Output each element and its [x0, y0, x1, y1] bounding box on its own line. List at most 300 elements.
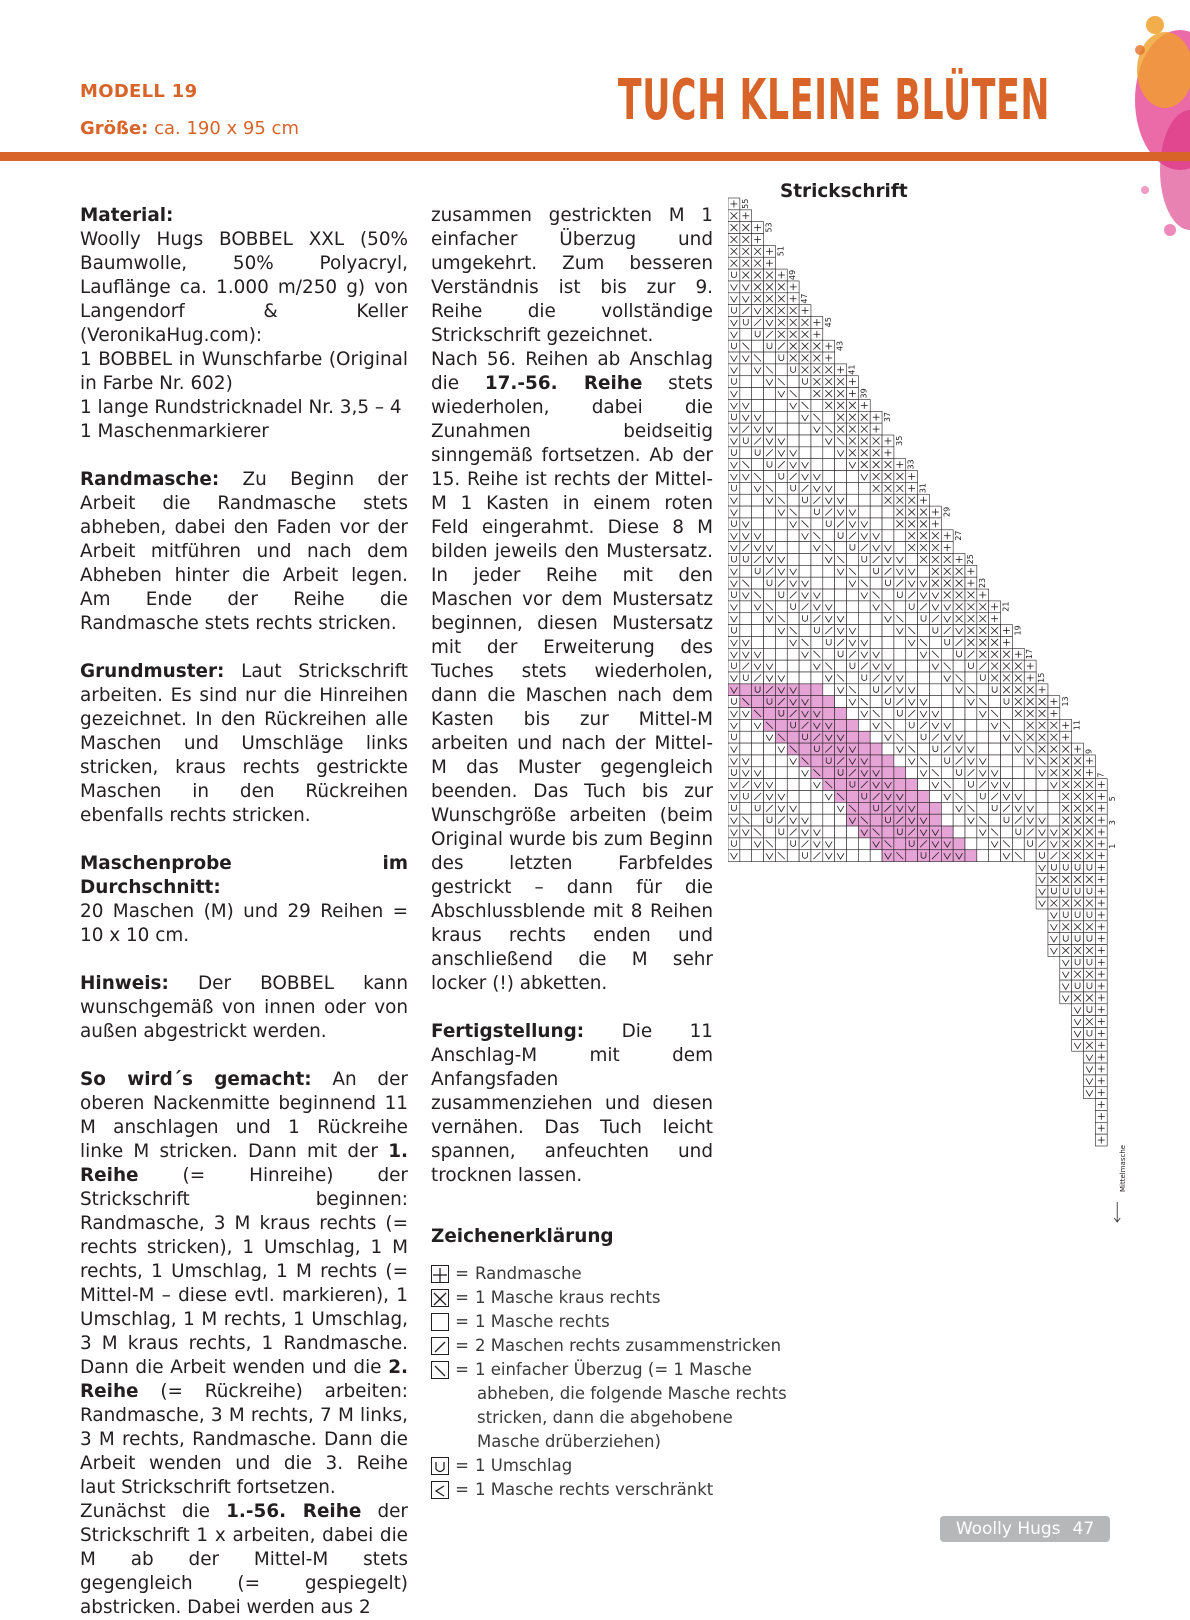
legend-text: Randmasche: [475, 1264, 582, 1283]
chart-cell: [811, 684, 823, 696]
chart-cell: [870, 506, 882, 518]
chart-cell: [787, 672, 799, 684]
text-column-1: [80, 204, 408, 1620]
chart-cell: [775, 542, 787, 554]
chart-cell: [847, 589, 859, 601]
chart-cell: [787, 435, 799, 447]
chart-cell: [929, 743, 941, 755]
chart-cell: [728, 625, 740, 637]
hinweis-text: Der BOBBEL kann wunschgemäß von innen oder von außen abgestrickt werden.: [80, 973, 408, 1042]
chart-cell: [835, 459, 847, 471]
chart-cell: [894, 601, 906, 613]
chart-cell: [764, 518, 776, 530]
row-number: 21: [1001, 601, 1011, 612]
repeat-text: Nach 56. Reihen ab Anschlag die: [431, 349, 713, 394]
chart-cell: [906, 601, 918, 613]
chart-cell: [764, 743, 776, 755]
chart-cell: [965, 672, 977, 684]
size-value: ca. 190 x 95 cm: [154, 118, 299, 139]
chart-cell: [835, 696, 847, 708]
chart-cell: [894, 767, 906, 779]
chart-cell: [775, 352, 787, 364]
page-number: 47: [1072, 1519, 1095, 1539]
chart-cell: [764, 459, 776, 471]
chart-cell: [847, 660, 859, 672]
chart-cell: [823, 814, 835, 826]
chart-cell: [1060, 909, 1072, 921]
row-number: 7: [1096, 772, 1106, 778]
chart-cell: [823, 767, 835, 779]
chart-cell: [728, 518, 740, 530]
row-number: 55: [740, 198, 750, 209]
chart-cell: [1036, 850, 1048, 862]
chart-cell: [775, 755, 787, 767]
chart-cell: [953, 779, 965, 791]
legend-equals: =: [455, 1264, 469, 1283]
maschenprobe-text: 20 Maschen (M) und 29 Reihen = 10 x 10 cm.: [80, 901, 408, 946]
chart-cell: [823, 826, 835, 838]
chart-cell: [918, 743, 930, 755]
grundmuster-heading: Grundmuster:: [80, 661, 225, 682]
chart-cell: [894, 648, 906, 660]
legend-text: 1 Masche kraus rechts: [475, 1288, 661, 1307]
chart-cell: [799, 613, 811, 625]
chart-cell: [870, 625, 882, 637]
chart-cell: [870, 494, 882, 506]
chart-cell: [929, 791, 941, 803]
chart-cell: [847, 601, 859, 613]
backslash-box-icon: [431, 1361, 449, 1379]
chart-cell: [787, 364, 799, 376]
chart-cell: [1048, 885, 1060, 897]
chart-cell: [811, 696, 823, 708]
chart-cell: [764, 340, 776, 352]
chart-cell: [728, 376, 740, 388]
hinweis-heading: Hinweis:: [80, 973, 169, 994]
chart-cell: [918, 672, 930, 684]
chart-cell: [728, 696, 740, 708]
chart-cell: [1072, 956, 1084, 968]
chart-cell: [858, 791, 870, 803]
chart-cell: [740, 388, 752, 400]
material-line: 1 BOBBEL in Wunschfarbe (Original in Farbe Nr. 602): [80, 349, 408, 394]
chart-cell: [918, 660, 930, 672]
chart-cell: [835, 814, 847, 826]
chart-cell: [728, 838, 740, 850]
chart-cell: [1012, 779, 1024, 791]
chart-cell: [811, 814, 823, 826]
chart-cell: [823, 530, 835, 542]
chart-cell: [1084, 956, 1096, 968]
chart-cell: [894, 708, 906, 720]
chart-cell: [823, 518, 835, 530]
chart-cell: [799, 802, 811, 814]
legend-text: 1 Masche rechts verschränkt: [475, 1480, 714, 1499]
row-number: 47: [800, 293, 810, 304]
chart-cell: [752, 459, 764, 471]
chart-cell: [929, 696, 941, 708]
row-number: 53: [764, 222, 774, 233]
chart-cell: [1001, 826, 1013, 838]
row-number: 51: [776, 246, 786, 257]
chart-cell: [906, 731, 918, 743]
chart-cell: [847, 708, 859, 720]
maschenprobe-heading: Maschenprobe im Durchschnitt:: [80, 853, 408, 898]
row-number: 37: [883, 411, 893, 423]
chart-cell: [918, 802, 930, 814]
chart-cell: [1012, 767, 1024, 779]
repeat-bold: 17.-56. Reihe: [484, 373, 643, 394]
chart-cell: [1024, 838, 1036, 850]
chart-cell: [740, 850, 752, 862]
chart-cell: [728, 660, 740, 672]
chart-cell: [941, 826, 953, 838]
chart-cell: [1084, 933, 1096, 945]
chart-cell: [835, 708, 847, 720]
chart-cell: [799, 731, 811, 743]
chart-cell: [1036, 791, 1048, 803]
material-line: 1 lange Rundstricknadel Nr. 3,5 – 4: [80, 397, 402, 418]
randmasche-text: Zu Beginn der Arbeit die Randmasche stets abheben, dabei den Faden vor der Arbeit mitführen und nach dem Abheben hinter die Arbeit legen. Am Ende der Reihe die Randmasche stets rechts stricken.: [80, 469, 408, 634]
chart-cell: [953, 696, 965, 708]
row-number: 31: [918, 483, 928, 494]
chart-cell: [740, 743, 752, 755]
legend-text: 1 Masche rechts: [475, 1312, 610, 1331]
chart-cell: [823, 589, 835, 601]
chart-cell: [787, 767, 799, 779]
row-number: 49: [788, 269, 798, 280]
chart-cell: [764, 399, 776, 411]
chart-cell: [1001, 708, 1013, 720]
chart-cell: [1024, 791, 1036, 803]
row-number: 27: [954, 530, 964, 541]
chart-cell: [752, 388, 764, 400]
chart-cell: [847, 779, 859, 791]
chart-cell: [740, 838, 752, 850]
chart-cell: [906, 791, 918, 803]
chart-cell: [918, 850, 930, 862]
chart-cell: [740, 317, 752, 329]
chart-cell: [941, 636, 953, 648]
legend-equals: =: [455, 1312, 469, 1331]
row-number: 1: [1108, 843, 1118, 849]
chart-cell: [953, 660, 965, 672]
chart-cell: [882, 696, 894, 708]
sowird-text: der Strickschrift 1 x arbeiten, dabei die M ab der Mittel-M stets gegengleich (= gespiegelt) abstricken. Dabei werden aus 2: [80, 1501, 408, 1618]
chart-cell: [1001, 755, 1013, 767]
chart-cell: [870, 814, 882, 826]
chart-cell: [728, 269, 740, 281]
chart-cell: [847, 719, 859, 731]
chart-cell: [752, 625, 764, 637]
legend-text: 2 Maschen rechts zusammenstricken: [475, 1336, 782, 1355]
chart-cell: [835, 779, 847, 791]
chart-cell: [858, 731, 870, 743]
chart-cell: [953, 826, 965, 838]
chart-cell: [811, 636, 823, 648]
chart-cell: [752, 731, 764, 743]
chart-cell: [740, 328, 752, 340]
chart-cell: [847, 471, 859, 483]
chart-cell: [1084, 909, 1096, 921]
chart-cell: [823, 577, 835, 589]
chart-cell: [799, 684, 811, 696]
row-number: 13: [1060, 696, 1070, 707]
legend-equals: =: [455, 1336, 469, 1355]
row-number: 45: [823, 317, 833, 328]
chart-cell: [811, 791, 823, 803]
chart-cell: [752, 696, 764, 708]
chart-cell: [728, 447, 740, 459]
chart-cell: [941, 755, 953, 767]
legend-text: 1 einfacher Überzug (= 1 Masche: [475, 1360, 752, 1379]
row-number: 35: [894, 435, 904, 446]
chart-cell: [835, 838, 847, 850]
chart-cell: [847, 542, 859, 554]
chart-cell: [787, 482, 799, 494]
chart-cell: [858, 601, 870, 613]
sowird-text: Zunächst die: [80, 1501, 210, 1522]
chart-cell: [740, 672, 752, 684]
chart-cell: [941, 814, 953, 826]
fertig-text: Die 11 Anschlag-M mit dem Anfangsfaden zusammenziehen und diesen vernähen. Das Tuch leicht spannen, anfeuchten und trocknen lassen.: [431, 1021, 713, 1186]
fertig-heading: Fertigstellung:: [431, 1021, 585, 1042]
chart-cell: [775, 838, 787, 850]
chart-cell: [835, 589, 847, 601]
legend-text: stricken, dann die abgehobene: [477, 1408, 733, 1427]
chart-cell: [1072, 933, 1084, 945]
chart-cell: [1001, 696, 1013, 708]
chart-cell: [775, 364, 787, 376]
chart-cell: [847, 494, 859, 506]
empty-box-icon: [431, 1313, 449, 1331]
chart-cell: [989, 731, 1001, 743]
material-line: Woolly Hugs BOBBEL XXL (50% Baumwolle, 50% Polyacryl, Lauflänge ca. 1.000 m/250 g) von Langendorf & Keller (VeronikaHug.com):: [80, 229, 408, 346]
chart-cell: [799, 388, 811, 400]
chart-cell: [775, 636, 787, 648]
chart-cell: [989, 850, 1001, 862]
chart-cell: [894, 838, 906, 850]
chart-cell: [1001, 814, 1013, 826]
chart-cell: [835, 601, 847, 613]
chart-cell: [787, 613, 799, 625]
chart-cell: [918, 684, 930, 696]
chart-cell: [787, 376, 799, 388]
chart-cell: [764, 708, 776, 720]
chart-cell: [977, 791, 989, 803]
legend-text: abheben, die folgende Masche rechts: [477, 1384, 787, 1403]
chart-cell: [811, 554, 823, 566]
chart-cell: [894, 636, 906, 648]
chart-cell: [977, 850, 989, 862]
chart-cell: [787, 411, 799, 423]
chart-cell: [870, 636, 882, 648]
chart-cell: [740, 435, 752, 447]
chart-cell: [799, 565, 811, 577]
chart-cell: [1072, 980, 1084, 992]
chart-cell: [1072, 885, 1084, 897]
chart-cell: [752, 494, 764, 506]
row-number: 25: [966, 554, 975, 565]
row-number: 15: [1037, 672, 1047, 683]
chart-cell: [787, 601, 799, 613]
chart-cell: [775, 399, 787, 411]
chart-cell: [929, 672, 941, 684]
chart-cell: [953, 838, 965, 850]
chart-cell: [965, 838, 977, 850]
chart-cell: [787, 719, 799, 731]
chart-cell: [799, 435, 811, 447]
chart-cell: [764, 388, 776, 400]
chart-cell: [799, 625, 811, 637]
legend-equals: =: [455, 1360, 469, 1379]
chart-cell: [847, 838, 859, 850]
chart-cell: [823, 636, 835, 648]
chart-cell: [870, 755, 882, 767]
chart-cell: [775, 423, 787, 435]
u-box-icon: [431, 1457, 449, 1475]
chart-cell: [752, 565, 764, 577]
chart-cell: [977, 719, 989, 731]
chart-cell: [882, 708, 894, 720]
chart-cell: [941, 708, 953, 720]
chart-cell: [752, 399, 764, 411]
chart-cell: [1036, 802, 1048, 814]
grundmuster-text: Laut Strickschrift arbeiten. Es sind nur die Hinreihen gezeichnet. In den Rückreihen alle Maschen und Umschläge links stricken, kraus rechts gestrickte Maschen in den Rückreihen ebenfalls rechts stricken.: [80, 661, 408, 826]
chart-cell: [823, 447, 835, 459]
row-number: 43: [835, 340, 845, 352]
chart-cell: [882, 589, 894, 601]
chart-cell: [1024, 767, 1036, 779]
chart-cell: [835, 577, 847, 589]
chart-cell: [965, 660, 977, 672]
chart-cell: [1012, 838, 1024, 850]
chart-cell: [918, 625, 930, 637]
chart-cell: [858, 613, 870, 625]
chart-cell: [835, 826, 847, 838]
chart-cell: [847, 613, 859, 625]
chart-cell: [989, 684, 1001, 696]
row-number: 41: [847, 364, 857, 375]
chart-cell: [941, 696, 953, 708]
chart-cell: [858, 684, 870, 696]
chart-cell: [882, 755, 894, 767]
chart-cell: [811, 399, 823, 411]
chart-cell: [728, 482, 740, 494]
row-number: 19: [1013, 625, 1023, 636]
chart-cell: [740, 684, 752, 696]
chart-cell: [918, 613, 930, 625]
chart-cell: [799, 376, 811, 388]
chart-cell: [1084, 1028, 1096, 1040]
chart-cell: [894, 660, 906, 672]
row-number: 39: [859, 388, 869, 399]
chart-cell: [858, 494, 870, 506]
chart-cell: [752, 447, 764, 459]
chart-cell: [823, 411, 835, 423]
chart-cell: [752, 684, 764, 696]
lt-box-icon: [431, 1481, 449, 1499]
chart-cell: [870, 743, 882, 755]
chart-cell: [799, 506, 811, 518]
chart-cell: [870, 613, 882, 625]
chart-cell: [787, 779, 799, 791]
chart-cell: [977, 684, 989, 696]
chart-cell: [858, 850, 870, 862]
chart-cell: [787, 660, 799, 672]
chart-cell: [989, 743, 1001, 755]
chart-cell: [1048, 814, 1060, 826]
chart-cell: [752, 340, 764, 352]
row-number: 17: [1025, 648, 1035, 660]
chart-cell: [929, 625, 941, 637]
chart-cell: [941, 684, 953, 696]
legend-equals: =: [455, 1480, 469, 1499]
chart-cell: [811, 755, 823, 767]
chart-cell: [894, 719, 906, 731]
chart-cell: [799, 791, 811, 803]
chart-cell: [882, 577, 894, 589]
chart-cell: [882, 518, 894, 530]
chart-cell: [764, 625, 776, 637]
chart-cell: [752, 636, 764, 648]
chart-cell: [775, 660, 787, 672]
chart-cell: [799, 660, 811, 672]
chart-cell: [728, 589, 740, 601]
chart-cell: [953, 814, 965, 826]
legend-title: Zeichenerklärung: [431, 1226, 614, 1247]
chart-cell: [823, 459, 835, 471]
chart-cell: [929, 636, 941, 648]
chart-cell: [775, 767, 787, 779]
chart-cell: [775, 411, 787, 423]
chart-cell: [823, 565, 835, 577]
chart-cell: [858, 672, 870, 684]
model-label: MODELL 19: [80, 81, 198, 102]
chart-cell: [775, 601, 787, 613]
chart-cell: [764, 636, 776, 648]
chart-cell: [906, 648, 918, 660]
chart-cell: [811, 447, 823, 459]
chart-cell: [918, 779, 930, 791]
chart-cell: [882, 625, 894, 637]
chart-cell: [799, 494, 811, 506]
chart-cell: [799, 850, 811, 862]
chart-cell: [894, 589, 906, 601]
chart-cell: [740, 494, 752, 506]
chart-cell: [918, 731, 930, 743]
chart-cell: [752, 328, 764, 340]
chart-cell: [775, 779, 787, 791]
chart-cell: [752, 577, 764, 589]
chart-cell: [906, 554, 918, 566]
chart-cell: [1072, 909, 1084, 921]
chart-cell: [764, 767, 776, 779]
chart-cell: [775, 518, 787, 530]
chart-cell: [894, 779, 906, 791]
chart-cell: [799, 743, 811, 755]
chart-cell: [1024, 779, 1036, 791]
chart-cell: [811, 565, 823, 577]
x-box-icon: [431, 1289, 449, 1307]
chart-cell: [1072, 862, 1084, 874]
chart-cell: [728, 802, 740, 814]
chart-cell: [894, 755, 906, 767]
chart-cell: [1084, 1004, 1096, 1016]
chart-cell: [847, 554, 859, 566]
chart-cell: [1060, 862, 1072, 874]
chart-cell: [989, 755, 1001, 767]
